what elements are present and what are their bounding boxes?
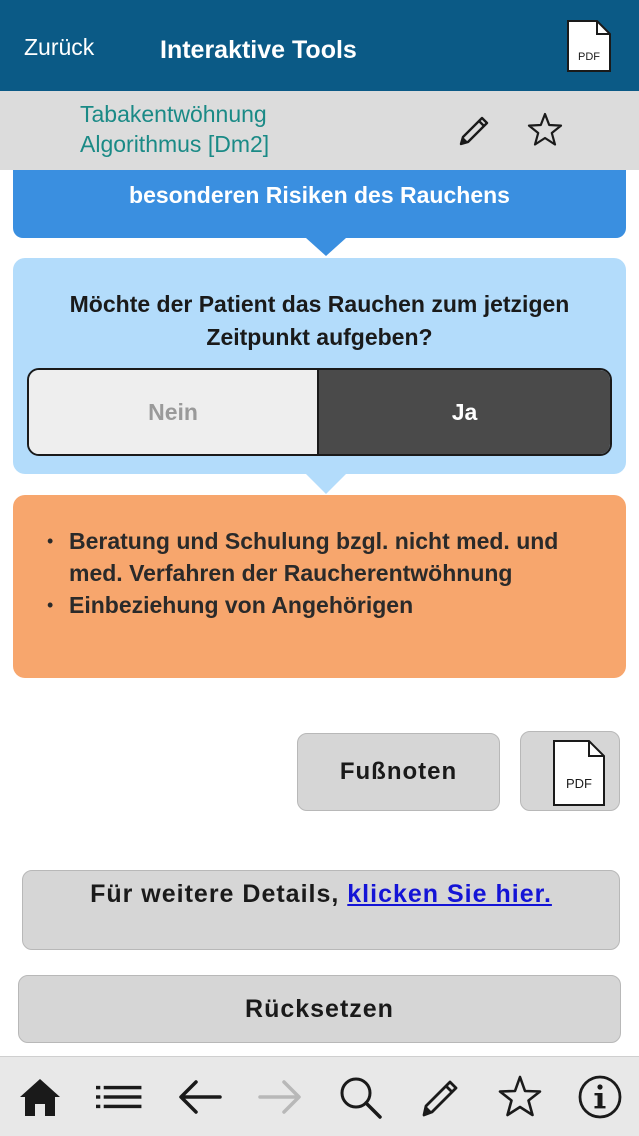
previous-step-text: besonderen Risiken des Rauchens — [129, 182, 510, 208]
pdf-button-label: PDF — [566, 776, 592, 791]
pencil-icon[interactable] — [453, 110, 495, 152]
recommendation-item: • Einbeziehung von Angehörigen — [47, 589, 586, 621]
pencil-icon[interactable] — [416, 1073, 464, 1121]
details-button[interactable] — [22, 870, 620, 950]
question-text: Möchte der Patient das Rauchen zum jetzigen Zeitpunkt aufgeben? — [69, 291, 570, 350]
recommendation-list — [47, 525, 586, 621]
recommendation-item: • Beratung und Schulung bzgl. nicht med. und med. Verfahren der Raucherentwöhnung — [47, 525, 586, 589]
answer-toggle — [27, 368, 612, 456]
back-button[interactable]: Zurück — [24, 34, 95, 60]
pdf-icon-label: PDF — [578, 51, 600, 63]
answer-no-button[interactable]: Nein — [29, 370, 319, 454]
star-icon[interactable] — [524, 109, 566, 151]
list-icon[interactable] — [96, 1073, 144, 1121]
forward-arrow-icon[interactable] — [256, 1073, 304, 1121]
details-prefix: Für weitere Details, — [90, 880, 348, 908]
recommendation-box — [13, 495, 626, 678]
document-title-line2: Algorithmus [Dm2] — [80, 131, 270, 157]
footnotes-button[interactable]: Fußnoten — [297, 733, 500, 811]
answer-yes-button[interactable]: Ja — [319, 370, 610, 454]
star-icon[interactable] — [496, 1073, 544, 1121]
flow-arrow-1 — [306, 238, 346, 256]
home-icon[interactable] — [16, 1073, 64, 1121]
document-title — [80, 99, 269, 159]
back-arrow-icon[interactable] — [176, 1073, 224, 1121]
pdf-button[interactable] — [520, 731, 620, 811]
reset-button[interactable]: Rücksetzen — [18, 975, 621, 1043]
details-link[interactable]: klicken Sie hier. — [347, 880, 552, 908]
flow-arrow-2 — [306, 474, 346, 494]
page-title: Interaktive Tools — [160, 36, 357, 64]
pdf-icon — [551, 738, 607, 808]
question-box — [13, 258, 626, 474]
document-title-line1: Tabakentwöhnung — [80, 101, 267, 127]
pdf-export-icon[interactable] — [565, 18, 613, 74]
bottom-tab-bar — [0, 1056, 639, 1136]
navigation-bar — [0, 0, 639, 91]
search-icon[interactable] — [336, 1073, 384, 1121]
info-icon[interactable] — [576, 1073, 624, 1121]
